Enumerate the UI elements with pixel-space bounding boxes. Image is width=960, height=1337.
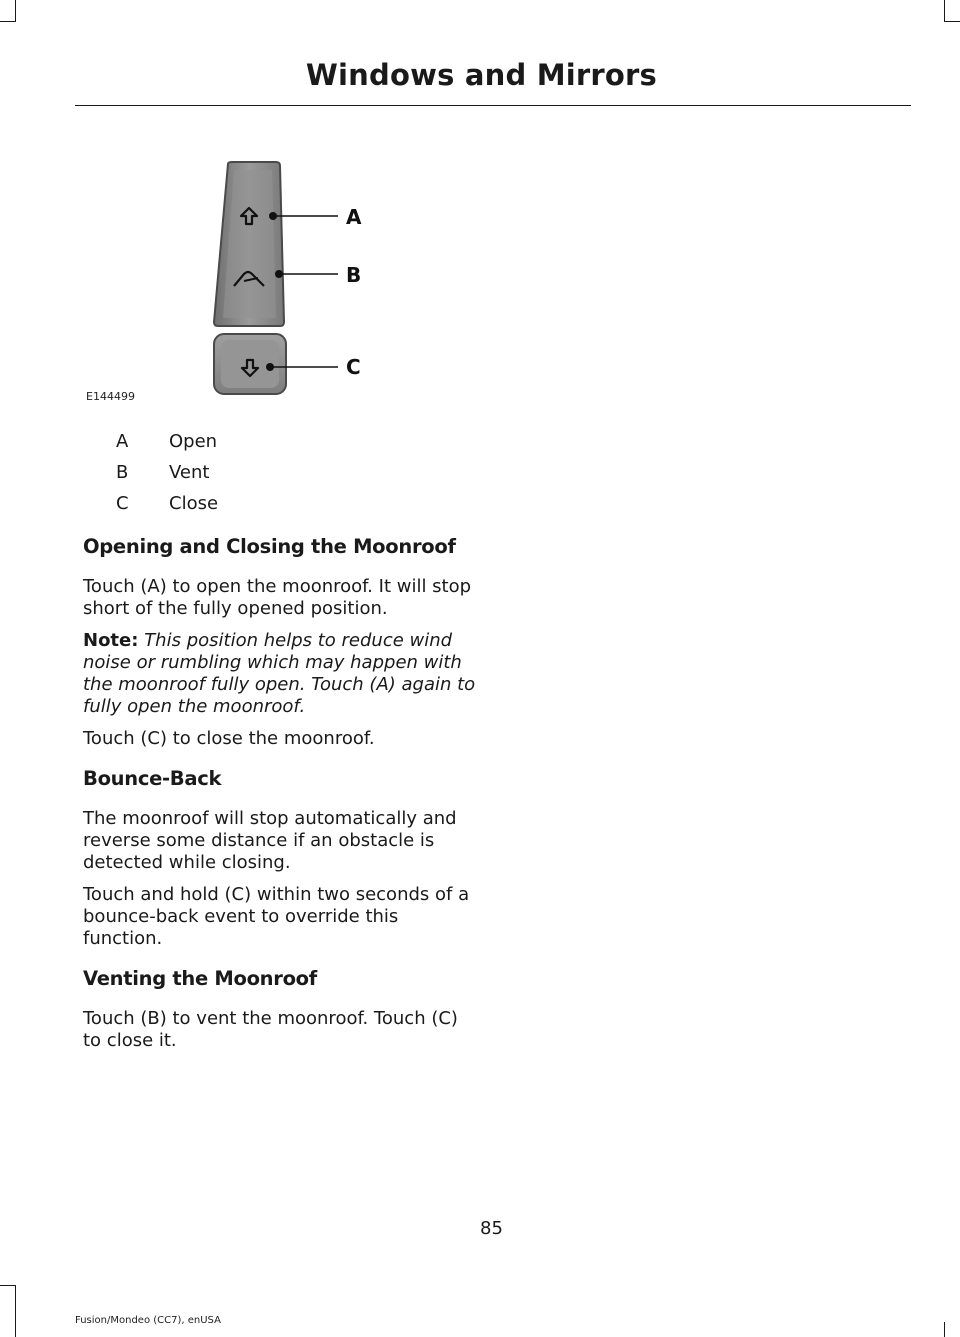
callout-dot-a (269, 212, 277, 220)
crop-mark-top-left-h (0, 21, 16, 22)
bounce-paragraph-2: Touch and hold (C) within two seconds of a bounce-back event to override this function. (83, 884, 470, 949)
opening-paragraph-2: Touch (C) to close the moonroof. (83, 728, 375, 749)
figure-id: E144499 (86, 390, 135, 403)
section-heading-opening: Opening and Closing the Moonroof (83, 535, 456, 558)
callout-label-c: C (346, 355, 361, 379)
legend-key: B (116, 462, 129, 483)
footer-text: Fusion/Mondeo (CC7), enUSA (75, 1315, 221, 1326)
crop-mark-top-right-v (944, 0, 945, 22)
crop-mark-top-left-v (15, 0, 16, 22)
note-text: This position helps to reduce wind noise or rumbling which may happen with the moonroof fully open. Touch (A) again to fully open the moonroof. (83, 630, 476, 717)
figure-legend (116, 426, 218, 519)
crop-mark-bottom-left-h (0, 1285, 16, 1286)
legend-label: Close (169, 493, 219, 514)
bounce-paragraph-1: The moonroof will stop automatically and reverse some distance if an obstacle is detected while closing. (83, 808, 457, 873)
callout-label-b: B (346, 263, 362, 287)
crop-mark-bottom-right-v (944, 1322, 945, 1337)
crop-mark-top-right-h (944, 21, 960, 22)
callout-dot-b (275, 270, 283, 278)
legend-row (116, 457, 218, 488)
legend-label: Open (169, 431, 218, 452)
venting-paragraph-1: Touch (B) to vent the moonroof. Touch (C) to close it. (83, 1008, 458, 1051)
callout-dot-c (266, 363, 274, 371)
page-header-title: Windows and Mirrors (305, 58, 657, 92)
legend-row (116, 488, 218, 519)
header-rule (75, 105, 911, 106)
legend-row (116, 426, 218, 457)
legend-key: C (116, 493, 129, 514)
legend-label: Vent (169, 462, 210, 483)
legend-key: A (116, 431, 129, 452)
main-content (83, 532, 481, 1062)
section-heading-venting: Venting the Moonroof (83, 967, 317, 990)
opening-note (83, 630, 481, 718)
note-label: Note: (83, 630, 139, 651)
page-number: 85 (480, 1218, 503, 1239)
crop-mark-bottom-left-v (15, 1285, 16, 1337)
moonroof-controls-figure (80, 150, 480, 405)
moonroof-controls-illustration (80, 150, 480, 405)
section-heading-bounce-back: Bounce-Back (83, 767, 222, 790)
callout-label-a: A (346, 205, 362, 229)
opening-paragraph-1: Touch (A) to open the moonroof. It will stop short of the fully opened position. (83, 576, 472, 619)
